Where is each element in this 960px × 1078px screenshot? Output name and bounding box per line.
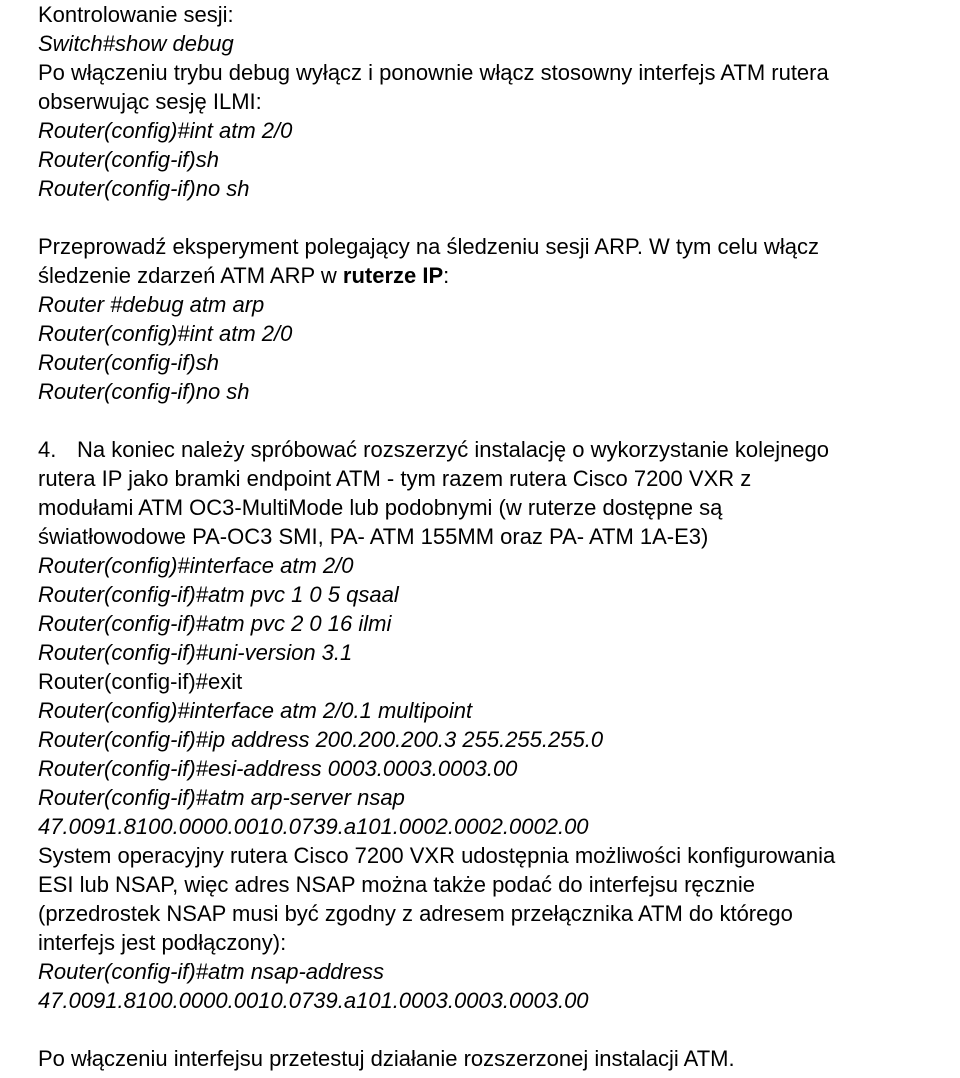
paragraph-line: (przedrostek NSAP musi być zgodny z adresem przełącznika ATM do którego — [38, 901, 793, 926]
command-line: Router(config)#interface atm 2/0.1 multipoint — [38, 698, 473, 723]
paragraph-line: modułami ATM OC3-MultiMode lub podobnymi (w ruterze dostępne są — [38, 495, 723, 520]
command-line: 47.0091.8100.0000.0010.0739.a101.0002.0002.0002.00 — [38, 814, 589, 839]
command-line: Router(config)#int atm 2/0 — [38, 118, 293, 143]
command-line: Router(config-if)#ip address 200.200.200.3 255.255.255.0 — [38, 727, 604, 752]
command-line: Router(config-if)#atm pvc 1 0 5 qsaal — [38, 582, 399, 607]
paragraph-line: rutera IP jako bramki endpoint ATM - tym razem rutera Cisco 7200 VXR z — [38, 466, 752, 491]
command-line: Router(config-if)#esi-address 0003.0003.0003.00 — [38, 756, 518, 781]
paragraph-line: światłowodowe PA-OC3 SMI, PA- ATM 155MM oraz PA- ATM 1A-E3) — [38, 524, 709, 549]
command-line: Router(config-if)#atm arp-server nsap — [38, 785, 405, 810]
command-line: Router(config-if)sh — [38, 147, 219, 172]
paragraph-line: Przeprowadź eksperyment polegający na śledzeniu sesji ARP. W tym celu włącz — [38, 234, 819, 259]
emphasis-text: ruterze IP — [342, 263, 444, 288]
command-line: Router(config-if)no sh — [38, 379, 250, 404]
paragraph-line: Po włączeniu interfejsu przetestuj działanie rozszerzonej instalacji ATM. — [38, 1046, 735, 1071]
paragraph-line: obserwując sesję ILMI: — [38, 89, 262, 114]
command-line: Router(config-if)sh — [38, 350, 219, 375]
command-line: Router(config-if)#atm pvc 2 0 16 ilmi — [38, 611, 392, 636]
command-line: Router(config-if)no sh — [38, 176, 250, 201]
command-line: Router(config)#int atm 2/0 — [38, 321, 293, 346]
command-line: Router(config-if)#uni-version 3.1 — [38, 640, 353, 665]
command-line: Switch#show debug — [38, 31, 234, 56]
command-line: Router #debug atm arp — [38, 292, 265, 317]
paragraph-text: śledzenie zdarzeń ATM ARP w — [38, 263, 343, 288]
list-number: 4. — [38, 437, 57, 462]
command-line: Router(config-if)#exit — [38, 669, 243, 694]
paragraph-line: System operacyjny rutera Cisco 7200 VXR udostępnia możliwości konfigurowania — [38, 843, 836, 868]
paragraph-line — [38, 261, 449, 290]
paragraph-line: ESI lub NSAP, więc adres NSAP można także podać do interfejsu ręcznie — [38, 872, 756, 897]
section-title: Kontrolowanie sesji: — [38, 2, 234, 27]
command-line: Router(config-if)#atm nsap-address — [38, 959, 385, 984]
paragraph-line: interfejs jest podłączony): — [38, 930, 287, 955]
paragraph-text: : — [443, 263, 450, 288]
command-line: Router(config)#interface atm 2/0 — [38, 553, 354, 578]
paragraph-line: Na koniec należy spróbować rozszerzyć instalację o wykorzystanie kolejnego — [77, 437, 830, 462]
paragraph-line: Po włączeniu trybu debug wyłącz i ponownie włącz stosowny interfejs ATM rutera — [38, 60, 829, 85]
command-line: 47.0091.8100.0000.0010.0739.a101.0003.0003.0003.00 — [38, 988, 589, 1013]
